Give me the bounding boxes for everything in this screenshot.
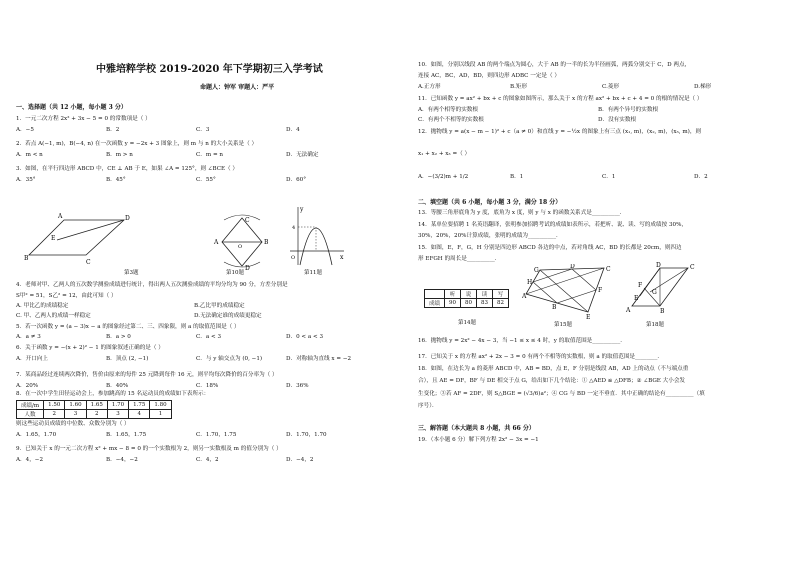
section-heading: 一、选择题（共 12 小题，每小题 3 分）: [16, 104, 127, 111]
table-cell: 2: [86, 410, 107, 419]
answer-option: B．1.65，1.75: [106, 432, 147, 438]
answer-option: A．a ≠ 3: [16, 334, 41, 340]
caption-q15: 第15题: [554, 322, 572, 328]
label-B: B: [24, 255, 29, 262]
question-text: 5．若一次函数 y = (a − 3)x − a 的图象经过第二、三、四象限，则 a 的取值范围是（ ）: [16, 324, 240, 330]
caption-q18: 第18题: [646, 322, 664, 328]
question-text: 16．抛物线 y = 2x² − 4x − 3，当 −1 ≤ x ≤ 4 时，y 的取值范围是__________．: [418, 338, 626, 344]
label-D: D: [656, 262, 661, 269]
label-A: A: [214, 239, 219, 246]
question-text: 生变化；③若 AF = 2DF，则 S△BGE = (√3/6)a²；④ CG 与 BD 一定不垂直．其中正确的结论有__________（填: [418, 391, 705, 397]
table-cell: 人数: [17, 410, 44, 419]
label-B: B: [264, 239, 269, 246]
answer-option: C．18%: [196, 383, 219, 389]
label-A: A: [626, 307, 631, 314]
score-table: [424, 289, 509, 308]
table-cell: 90: [445, 299, 461, 308]
caption-q11: 第11题: [304, 270, 322, 276]
answer-option: C．有两个不相等的实数根: [418, 117, 484, 123]
question-text: 7．某商品经过连续两次降价，售价由原来的每件 25 元降到每件 16 元，则平均每次降价的百分率为（ ）: [16, 372, 278, 378]
label-x: x: [340, 254, 344, 261]
answer-option: D．1.70，1.70: [286, 432, 327, 438]
answer-option: B.矩形: [510, 84, 528, 90]
table-cell: 83: [477, 299, 493, 308]
question-text: 形 EFGH 的周长是__________．: [418, 256, 501, 262]
table-row: [17, 401, 172, 410]
question-text: 30%，20%，20%计算成绩，张明的成绩为__________．: [418, 233, 562, 239]
jump-table: [16, 400, 172, 419]
answer-option: C.菱形: [602, 84, 620, 90]
answer-option: C．55°: [196, 177, 216, 183]
table-row: [425, 290, 509, 299]
table-cell: 1.70: [107, 401, 128, 410]
table-row: [425, 299, 509, 308]
answer-option: C．4，2: [196, 457, 219, 463]
question-text: 6．关于函数 y = −(x + 2)² − 1 的图象叙述正确的是（ ）: [16, 345, 164, 351]
answer-option: B.乙比甲的成绩稳定: [194, 303, 245, 309]
caption-q14: 第14题: [458, 320, 476, 326]
answer-option: A．有两个相等的实数根: [418, 107, 478, 113]
figure-q11: [286, 205, 346, 267]
table-cell: 成绩/m: [17, 401, 44, 410]
question-text: x₁ + x₂ + x₃ =（ ）: [418, 151, 471, 157]
answer-option: B．m > n: [106, 152, 133, 158]
section-heading: 二、填空题（共 6 小题，每小题 3 分，满分 18 分）: [418, 199, 562, 206]
question-text: 9．已知关于 x 的一元二次方程 x² + mx − 8 = 0 的一个实数根为 2，则另一实数根及 m 的值分别为（ ）: [16, 446, 282, 452]
answer-option: D．4: [286, 127, 300, 133]
answer-option: D．−4，2: [286, 457, 314, 463]
answer-option: B．顶点 (2, −1): [106, 356, 149, 362]
question-text: 15．如图，E，F，G，H 分别是四边形 ABCD 各边的中点，若对角线 AC，BD 的长都是 20cm，则四边: [418, 245, 682, 251]
answer-option: A．20%: [16, 383, 39, 389]
table-cell: 3: [65, 410, 86, 419]
answer-option: C. 甲、乙两人的成绩一样稳定: [16, 313, 91, 319]
label-C: C: [86, 259, 91, 266]
answer-option: B．2: [106, 127, 120, 133]
question-text: 序号）．: [418, 403, 438, 409]
answer-option: A．m < n: [16, 152, 43, 158]
table-header-cell: 读: [477, 290, 493, 299]
label-E: E: [51, 235, 56, 242]
question-text: 13．等腰三角形底角为 y 度，底角为 x 度，则 y 与 x 的函数关系式是__________．: [418, 210, 626, 216]
table-cell: 1.80: [150, 401, 171, 410]
table-cell: 3: [107, 410, 128, 419]
table-cell: 1.75: [129, 401, 150, 410]
question-text: 则这些运动员成绩的中位数、众数分别为（ ）: [16, 421, 130, 427]
label-D: D: [245, 265, 250, 272]
answer-option: A．1.65，1.70: [16, 432, 57, 438]
question-text: 2．若点 A(−1, m)，B(−4, n) 在一次函数 y = −2x + 3 图象上，则 m 与 n 的大小关系是（ ）: [16, 141, 258, 147]
answer-option: C．1.70，1.75: [196, 432, 237, 438]
caption-q10: 第10题: [226, 270, 244, 276]
question-text: 17．已知关于 x 的方程 ax² + 2x − 3 = 0 有两个不相等的实数根，则 a 的取值范围是________．: [418, 354, 663, 360]
answer-option: B．a > 0: [106, 334, 131, 340]
table-cell: 1.60: [65, 401, 86, 410]
question-text: 1．一元二次方程 2x² + 3x − 5 = 0 的常数项是（ ）: [16, 116, 151, 122]
label-F: F: [638, 282, 643, 289]
answer-option: A．35°: [16, 177, 36, 183]
answer-option: D．对称轴为直线 x = −2: [286, 356, 352, 362]
answer-option: A.正方形: [418, 84, 441, 90]
question-text: 10．如图，分别以线段 AB 的两个端点为圆心，大于 AB 的一半的长为半径画弧，两弧分别交于 C，D 两点，: [418, 62, 691, 68]
answer-option: D．0 < a < 3: [286, 334, 324, 340]
label-C: C: [606, 266, 611, 273]
answer-option: A．开口向上: [16, 356, 49, 362]
figure-q18: [618, 262, 698, 320]
answer-option: C．a < 3: [196, 334, 222, 340]
question-text: 连接 AC，BC，AD，BD，则四边形 ADBC 一定是（ ）: [418, 73, 560, 79]
question-text: 18．如图，在边长为 a 的菱形 ABCD 中，AB = BD，点 E，F 分别是线段 AB，AD 上的动点（不与端点重: [418, 366, 689, 372]
table-cell: 4: [129, 410, 150, 419]
answer-option: D．60°: [286, 177, 306, 183]
answer-option: C．m = n: [196, 152, 224, 158]
answer-option: B．40%: [106, 383, 129, 389]
label-D: D: [125, 215, 130, 222]
answer-option: D．没有实数根: [598, 117, 637, 123]
label-four: 4: [292, 225, 296, 231]
table-row: [17, 410, 172, 419]
table-cell: [425, 290, 445, 299]
figure-q3: [24, 210, 134, 272]
table-cell: 82: [493, 299, 509, 308]
label-E: E: [634, 295, 639, 302]
answer-option: B．−4，−2: [106, 457, 138, 463]
answer-option: B．1: [510, 174, 524, 180]
question-text: 14．某单位要招聘 1 名英语翻译，张明参加招聘考试的成绩如表所示，若把听、说、读、写的成绩按 30%，: [418, 222, 687, 228]
label-A: A: [58, 213, 63, 220]
table-cell: 1: [150, 410, 171, 419]
answer-option: D．36%: [286, 383, 309, 389]
label-C: C: [245, 217, 250, 224]
answer-option: C．3: [196, 127, 210, 133]
question-text: 8．在一次中学生田径运动会上，参加跳高的 15 名运动员的成绩如下表所示：: [16, 391, 210, 397]
table-header-cell: 写: [493, 290, 509, 299]
label-G: G: [534, 267, 539, 274]
answer-option: D．2: [694, 174, 708, 180]
table-header-cell: 听: [445, 290, 461, 299]
question-text: 合），且 AE = DF，BF 与 DE 相交于点 G，给出如下几个结论：① △AED ≌ △DFB；② ∠BGE 大小会发: [418, 378, 686, 384]
exam-authors: 命题人：钟军 审题人：严平: [200, 84, 275, 91]
label-C: C: [690, 264, 695, 271]
label-y: y: [300, 206, 304, 213]
label-G: G: [652, 289, 657, 296]
question-text: 12．抛物线 y = a(x − m − 1)² + c（a ≠ 0）和直线 y = −½x 的图象上有三点 (x₁, m)，(x₂, m)，(x₃, m)，则: [418, 129, 702, 135]
exam-title: 中雅培粹学校 2019-2020 年下学期初三入学考试: [96, 64, 323, 75]
answer-option: D.梯形: [694, 84, 712, 90]
answer-option: A．−5: [16, 127, 34, 133]
label-B: B: [552, 304, 557, 311]
label-H: H: [527, 279, 533, 286]
table-cell: 80: [461, 299, 477, 308]
question-text: S甲² = 51，S乙² = 12，由此可知（ ）: [16, 293, 117, 299]
answer-option: D．无法确定: [286, 152, 319, 158]
question-text: 4．老师对甲、乙两人的五次数学测验成绩进行统计，得出两人五次测验成绩的平均分均为 90 分，方差分别是: [16, 282, 288, 288]
table-cell: 成绩: [425, 299, 445, 308]
question-text: 3．如图，在平行四边形 ABCD 中，CE ⊥ AB 于 E，如果 ∠A = 125°，则 ∠BCE（ ）: [16, 166, 239, 172]
answer-option: B．45°: [106, 177, 126, 183]
table-cell: 1.65: [86, 401, 107, 410]
section-heading: 三、解答题（本大题共 8 小题，共 66 分）: [418, 425, 535, 432]
label-D: D: [570, 264, 575, 270]
table-cell: 1.50: [44, 401, 65, 410]
answer-option: A．−(3/2)m + 1/2: [418, 174, 469, 180]
answer-option: C．1: [602, 174, 616, 180]
label-B: B: [660, 308, 665, 315]
answer-option: A. 甲比乙的成绩稳定: [16, 303, 69, 309]
label-A: A: [522, 293, 527, 300]
label-E: E: [586, 314, 591, 320]
figure-q10: [212, 212, 272, 274]
label-F: F: [598, 287, 603, 294]
figure-q15: [522, 264, 612, 320]
label-O: O: [291, 255, 296, 261]
label-O: O: [238, 244, 243, 250]
answer-option: B．有两个异号的实数根: [598, 107, 659, 113]
answer-option: D.无法确定谁的成绩更稳定: [194, 313, 262, 319]
caption-q3: 第3题: [124, 270, 139, 276]
answer-option: A．4，−2: [16, 457, 44, 463]
question-text: 19．（本小题 6 分）解下列方程 2x² − 3x = −1: [418, 437, 539, 443]
table-cell: 2: [44, 410, 65, 419]
question-text: 11．已知函数 y = ax² + bx + c 的图象如图所示，那么关于 x 的方程 ax² + bx + c + 4 = 0 的根的情况是（ ）: [418, 96, 703, 102]
table-header-cell: 说: [461, 290, 477, 299]
answer-option: C．与 y 轴交点为 (0, −1): [196, 356, 263, 362]
